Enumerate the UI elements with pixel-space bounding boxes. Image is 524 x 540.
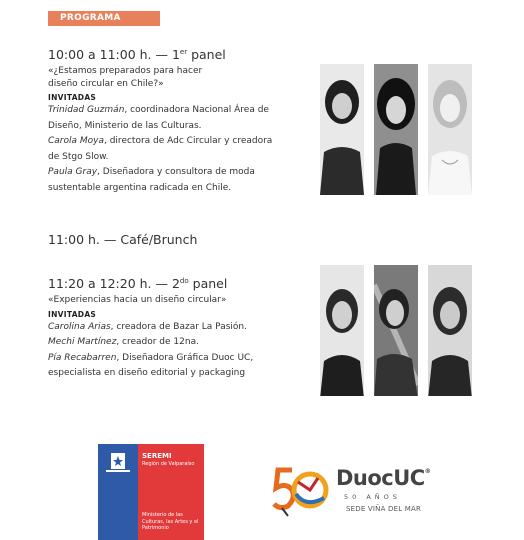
panel-1-invited-label: INVITADAS <box>48 93 97 102</box>
seremi-region: Región de Valparaíso <box>142 461 195 467</box>
speaker-photo <box>428 64 472 195</box>
duoc-sede: SEDE VIÑA DEL MAR <box>346 505 422 513</box>
panel-1 <box>48 47 318 196</box>
panel-2-person: Pía Recabarren, Diseñadora Gráfica Duoc UC, especialista en diseño editorial y packaging <box>48 352 254 378</box>
brunch-break <box>48 232 318 250</box>
panel-1-person: Trinidad Guzmán, coordinadora Nacional Área de Diseño, Ministerio de las Culturas. <box>48 105 269 131</box>
panel-2-person: Mechi Martínez, creador de 12na. <box>48 337 199 347</box>
duoc-years: 50 AÑOS <box>344 493 401 501</box>
panel-1-time: 10:00 a 11:00 h. — 1er panel <box>48 47 226 62</box>
seremi-blue-block <box>98 444 138 540</box>
speaker-photo <box>374 265 418 396</box>
speaker-photo <box>374 64 418 195</box>
panel-2-time: 11:20 a 12:20 h. — $2^{do}$ panel <box>48 276 228 291</box>
speaker-photo <box>428 265 472 396</box>
panel-1-person: Paula Gray, Diseñadora y consultora de moda sustentable argentina radicada en Chile. <box>48 167 255 193</box>
seremi-ministry: Ministerio de las Culturas, las Artes y el Patrimonio <box>142 512 199 531</box>
section-tag: PROGRAMA <box>48 11 160 26</box>
panel-2-subtitle: «Experiencias hacia un diseño circular» <box>48 295 227 305</box>
seremi-name: SEREMI <box>142 452 172 460</box>
panel-1-person: Carola Moya, directora de Adc Circular y creadora de Stgo Slow. <box>48 136 273 162</box>
panel-2-invited-label: INVITADAS <box>48 309 97 319</box>
panel-2 <box>48 276 318 382</box>
panel-2-person: Carolina Arias, creadora de Bazar La Pasión. <box>48 321 247 332</box>
speaker-photo <box>320 64 364 195</box>
coat-of-arms-icon <box>98 444 138 484</box>
seremi-logo <box>98 444 204 540</box>
speaker-photo <box>320 265 364 396</box>
duoc-50-anniversary-icon <box>270 464 330 518</box>
brunch-time: 11:00 h. — Café/Brunch <box>48 232 198 247</box>
duoc-name: DuocUC® <box>336 466 431 490</box>
panel-1-subtitle: «¿Estamos preparados para hacer diseño circular en Chile?» <box>48 66 203 89</box>
